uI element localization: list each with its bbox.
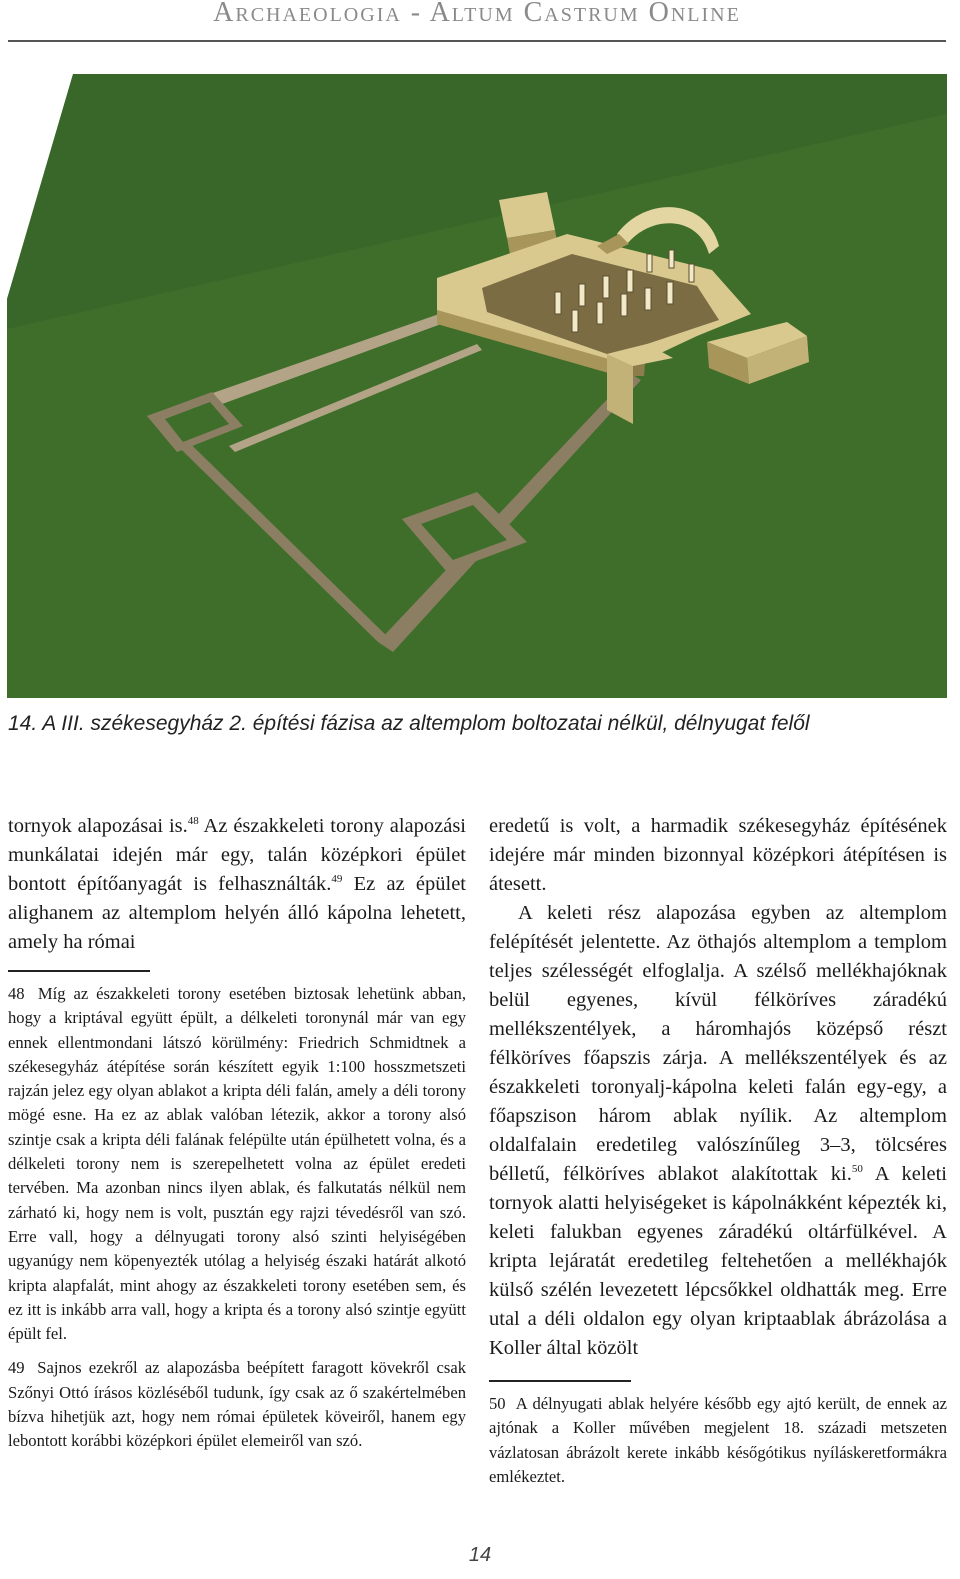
column xyxy=(627,270,633,292)
footnote-number: 48 xyxy=(8,984,25,1003)
left-paragraph-text-2: Az északkeleti torony alapozási munkálatai idején már egy, talán középkori épület bontott építőanyagát is felhasználták. xyxy=(8,815,466,895)
footnote-ref-50[interactable]: 50 xyxy=(851,1163,863,1176)
column xyxy=(647,254,652,272)
footnote-separator xyxy=(489,1380,631,1382)
running-header: Archaeologia - Altum Castrum Online xyxy=(213,0,741,28)
column xyxy=(621,294,627,316)
column xyxy=(603,276,609,298)
column xyxy=(669,250,674,268)
footnote-ref-49[interactable]: 49 xyxy=(331,873,343,886)
header-rule xyxy=(8,40,946,42)
left-paragraph-text-1: tornyok alapozásai is. xyxy=(8,815,188,837)
left-column xyxy=(8,812,466,1454)
footnote-number: 50 xyxy=(489,1394,506,1413)
column xyxy=(579,284,585,306)
footnote-48 xyxy=(8,982,466,1346)
left-paragraph xyxy=(8,812,466,957)
column xyxy=(555,292,561,314)
column xyxy=(689,264,694,282)
footnote-text: A délnyugati ablak helyére később egy ajtó került, de ennek az ajtónak a Koller művében megjelent 18. századi metszeten vázlatosan ábrázolt kerete inkább későgótikus nyíláskeretformákra emlékeztet. xyxy=(489,1394,947,1486)
reconstruction-figure xyxy=(7,74,947,698)
footnote-50 xyxy=(489,1392,947,1489)
footnote-separator xyxy=(8,970,150,972)
column xyxy=(572,310,578,332)
right-paragraph-1: eredetű is volt, a harmadik székesegyház építésének idejére már minden bizonnyal középkori átépítésen is átesett. xyxy=(489,815,947,895)
cathedral-3d-render xyxy=(7,74,947,698)
left-paragraph-text-3: Ez az épület alighanem az altemplom helyén álló kápolna lehetett, amely ha római xyxy=(8,873,466,953)
footnote-number: 49 xyxy=(8,1358,25,1378)
right-paragraph-2 xyxy=(489,899,947,1363)
page-number: 14 xyxy=(468,1544,492,1566)
west-tower-annex xyxy=(499,192,555,238)
column xyxy=(667,282,673,304)
footnote-ref-48[interactable]: 48 xyxy=(187,815,199,828)
right-column xyxy=(489,812,947,1489)
right-paragraph-text-2: A keleti tornyok alatti helyiségeket is kápolnákként képezték ki, keleti falukban egyenes záradékú oltárfülkével. A kripta lejáratát eredetileg feltehetően a mellékhajók külső szélén levezetett lépcsőkkel oldhatták meg. Erre utal a déli oldalon egy olyan kriptaablak ábrázolása a Koller által közölt xyxy=(489,1163,947,1359)
figure-caption: 14. A III. székesegyház 2. építési fázisa az altemplom boltozatai nélkül, délnyugat felől xyxy=(8,712,810,735)
footnote-text: Sajnos ezekről az alapozásba beépített faragott kövekről csak Szőnyi Ottó írásos közléséből tudunk, így csak az ő szakértelmében bízva hihetjük azt, hogy nem római épületek köveiről, hanem egy lebontott korábbi középkori épület elemeiről van szó. xyxy=(8,1358,466,1451)
right-paragraph-text-1: A keleti rész alapozása egyben az altemplom felépítését jelentette. Az öthajós altemplom a templom teljes szélességét elfoglalja. A szélső mellékhajóknak belül egyenes, kívül félköríves záradékú mellékszentélyek, a háromhajós középső részt félköríves főapszis zárja. A mellékszentélyek és az északkeleti toronyalj-kápolna keleti falán egy-egy, a főapszison három ablak nyílik. Az altemplom oldalfalain eredetileg valószínűleg 3–3, tölcséres bélletű, félköríves ablakot alakítottak ki. xyxy=(489,902,947,1185)
footnote-49 xyxy=(8,1356,466,1453)
column xyxy=(645,288,651,310)
column xyxy=(597,302,603,324)
footnote-text: Míg az északkeleti torony esetében biztosak lehetünk abban, hogy a kriptával együtt épült, a délkeleti toronynál már van egy ennek ellentmondani látszó körülmény: Friedrich Schmidtnek a székesegyház átépítése során készített egyik 1:100 hosszmetszeti rajzán jelez egy olyan ablakot a kripta déli falán, amely a déli torony mögé esne. Ha ez az ablak valóban létezik, akkor a torony alsó szintje csak a kripta déli falának felépülte után épülhetett volna, és a délkeleti torony nem is szerepelhetett volna az épület eredeti tervében. Ma azonban nincs ilyen ablak, és falkutatás nélkül nem zárható ki, hogy nem is volt, pusztán egy rajzi tévedésről van szó. Erre vall, hogy a délnyugati torony alsó szinti helyiségében ugyanúgy nem köpenyezték utólag a helyiség északi határát alkotó kripta alapfalát, mint ahogy az északkeleti torony esetében sem, és ez itt is inkább arra vall, hogy a kripta és a torony alsó szintje együtt épült fel. xyxy=(8,984,466,1344)
